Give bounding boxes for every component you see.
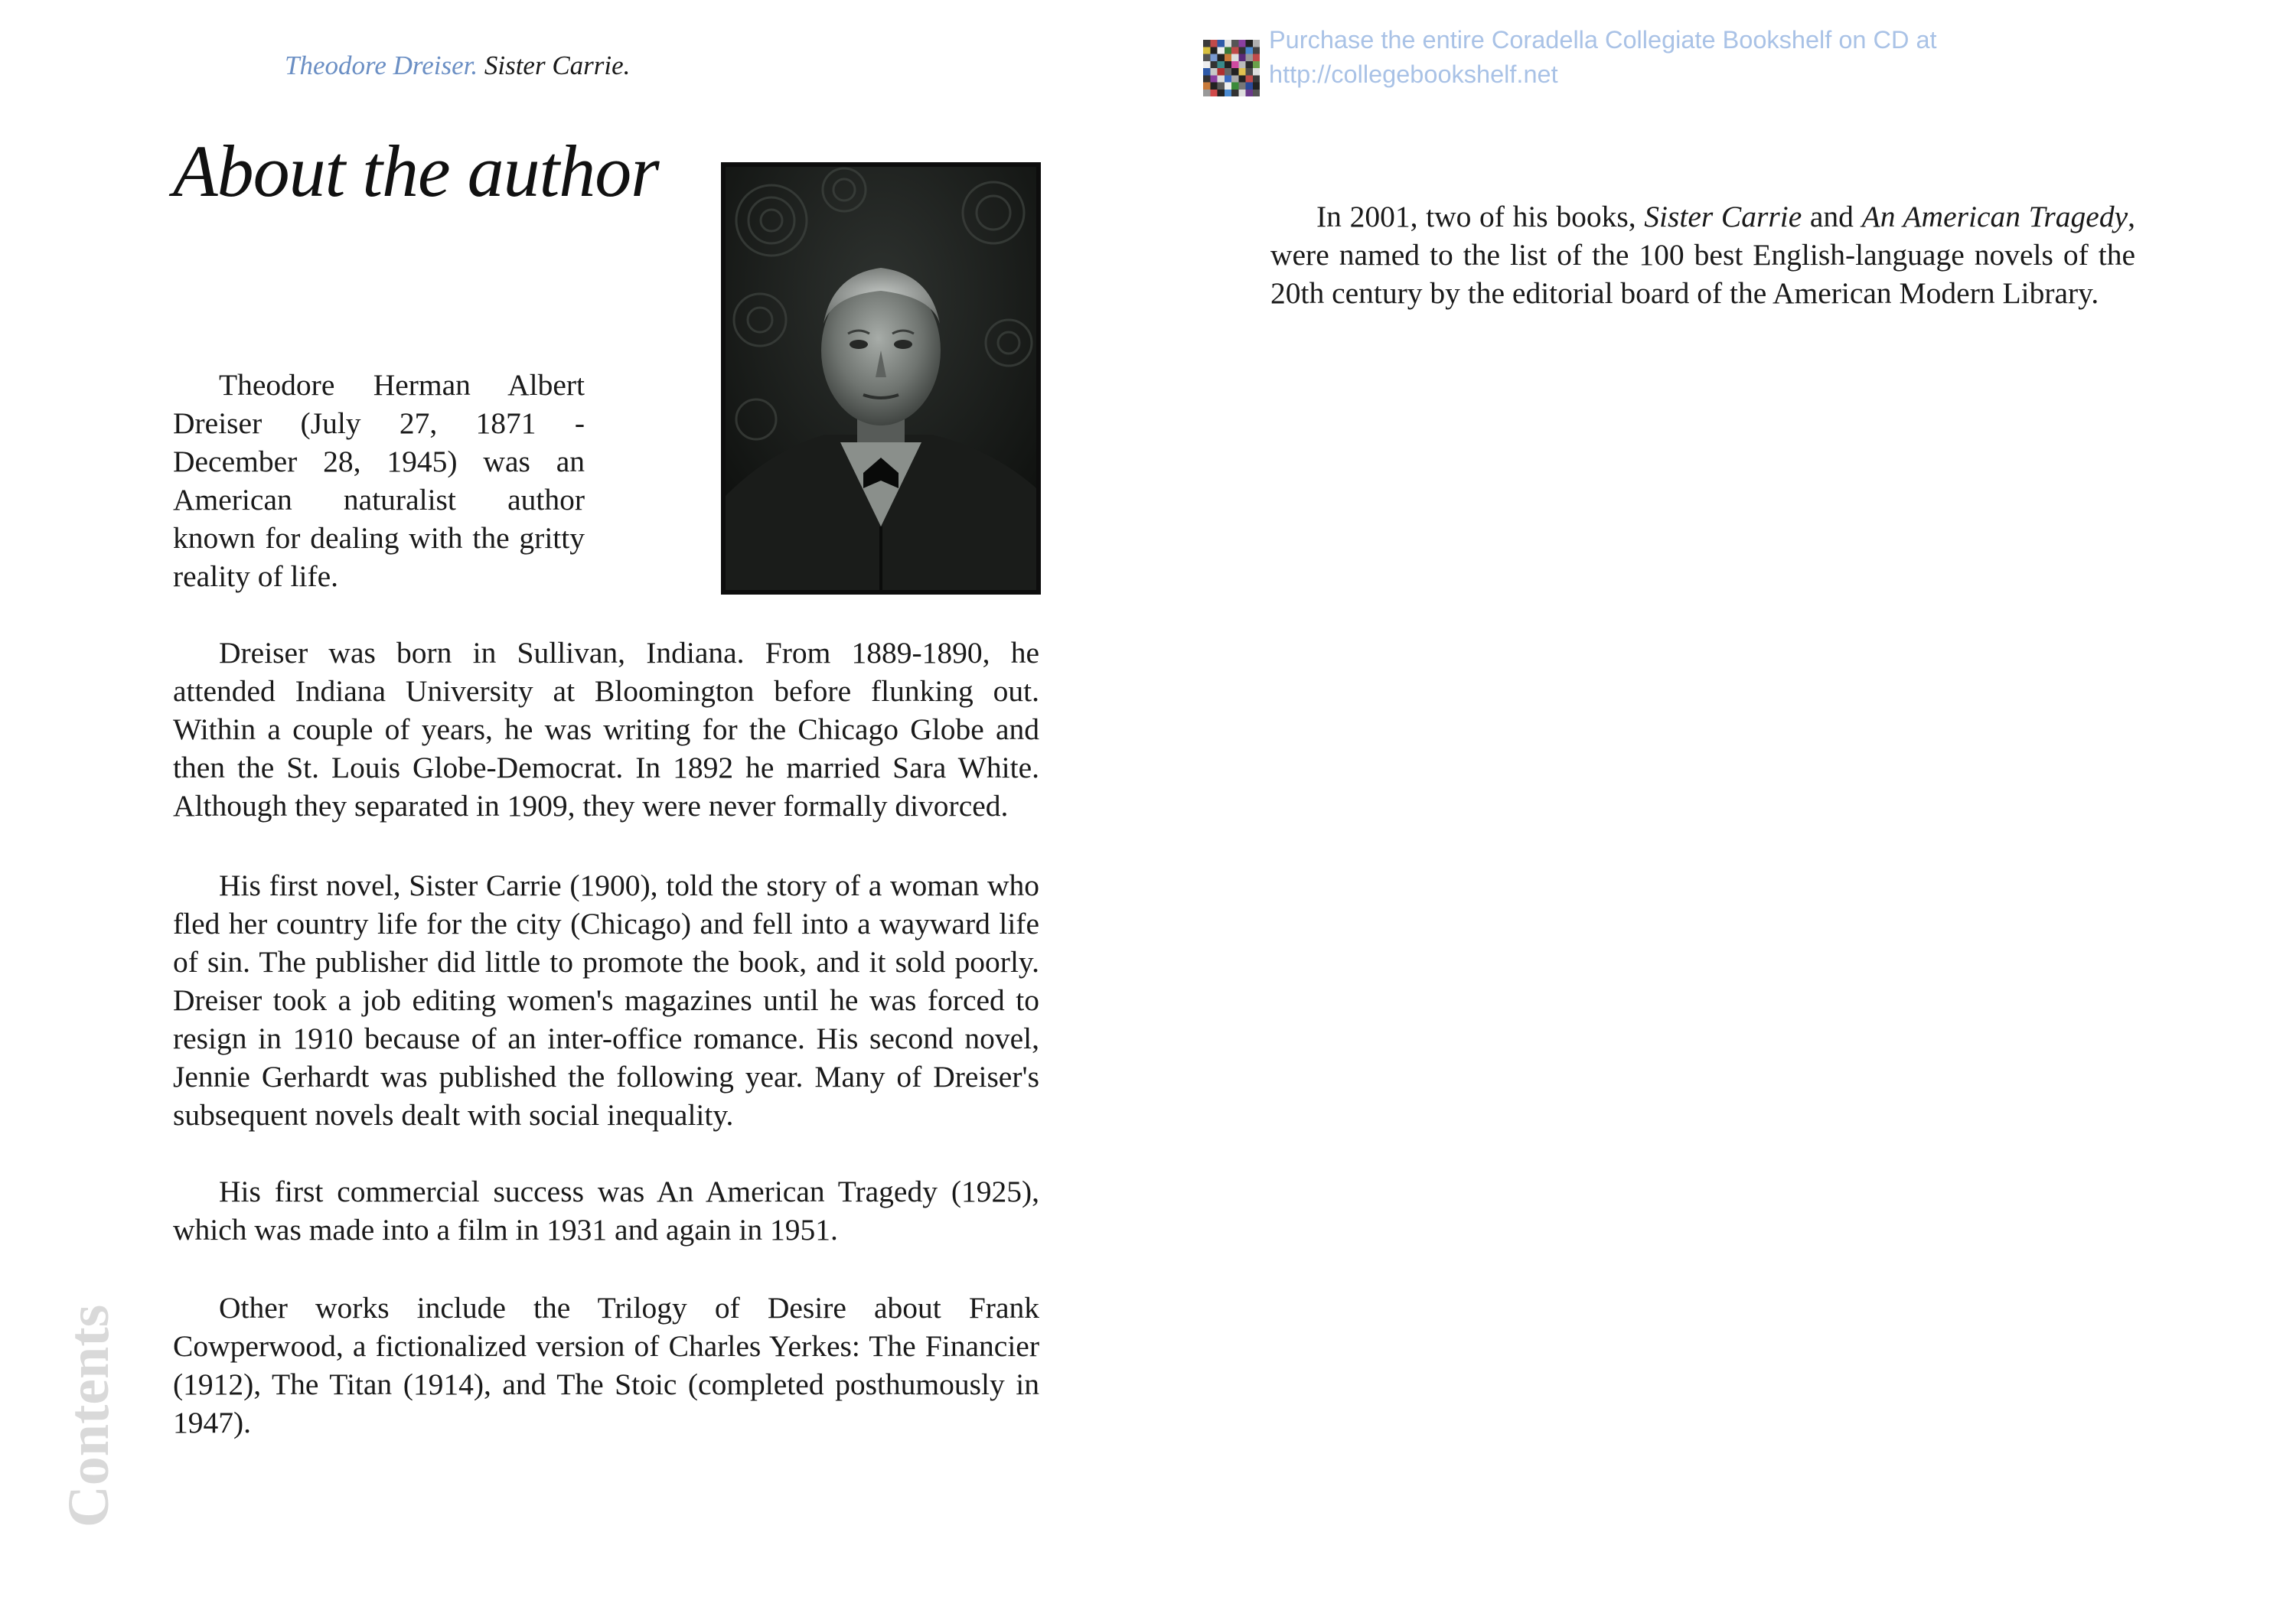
contents-tab-label: Contents bbox=[57, 1304, 122, 1527]
text-segment: In 2001, two of his books, bbox=[1316, 200, 1645, 233]
text-segment: , were named to the list of the 100 best English-language novels of the 20th century by the editorial board of the American Modern Library. bbox=[1270, 200, 2135, 310]
promo-banner bbox=[1203, 23, 1937, 96]
portrait-photo bbox=[726, 167, 1036, 590]
paragraph-first-novel: His first novel, Sister Carrie (1900), told the story of a woman who fled her country life for the city (Chicago) and fell into a wayward life of sin. The publisher did little to promote the book, and it sold poorly. Dreiser took a job editing women's magazines until he was forced to resign in 1910 because of an inter-office romance. His second novel, Jennie Gerhardt was published the following year. Many of Dreiser's subsequent novels dealt with social inequality. bbox=[173, 869, 1039, 1132]
book-title-american-tragedy: An American Tragedy bbox=[1861, 200, 2128, 233]
text-segment: and bbox=[1802, 200, 1862, 233]
paragraph-modern-library bbox=[1270, 197, 2135, 312]
contents-tab[interactable] bbox=[55, 1286, 124, 1546]
paragraph-other-works: Other works include the Trilogy of Desire about Frank Cowperwood, a fictionalized version of Charles Yerkes: The Financier (1912), The Titan (1914), and The Stoic (completed posthumously in 1947). bbox=[173, 1291, 1039, 1439]
promo-link[interactable] bbox=[1269, 23, 1937, 92]
promo-url: http://collegebookshelf.net bbox=[1269, 60, 1558, 88]
running-head bbox=[285, 51, 630, 81]
running-head-title: Sister Carrie. bbox=[484, 51, 631, 80]
paragraph-commercial-success: His first commercial success was An American Tragedy (1925), which was made into a film in 1931 and again in 1951. bbox=[173, 1175, 1039, 1247]
running-head-author[interactable]: Theodore Dreiser. bbox=[285, 51, 478, 80]
page-title: About the author bbox=[173, 130, 659, 212]
qr-code-icon[interactable] bbox=[1203, 40, 1260, 96]
paragraph-early-life: Dreiser was born in Sullivan, Indiana. From 1889-1890, he attended Indiana University at Bloomington before flunking out. Within a couple of years, he was writing for the Chicago Globe and then the St. Louis Globe-Democrat. In 1892 he married Sara White. Although they separated in 1909, they were never formally divorced. bbox=[173, 636, 1039, 823]
book-title-sister-carrie: Sister Carrie bbox=[1644, 200, 1802, 233]
promo-line-1: Purchase the entire Coradella Collegiate Bookshelf on CD at bbox=[1269, 26, 1937, 54]
author-portrait bbox=[721, 162, 1041, 595]
intro-paragraph: Theodore Herman Albert Dreiser (July 27, 1871 - December 28, 1945) was an American naturalist author known for dealing with the gritty reality of life. bbox=[173, 368, 585, 593]
